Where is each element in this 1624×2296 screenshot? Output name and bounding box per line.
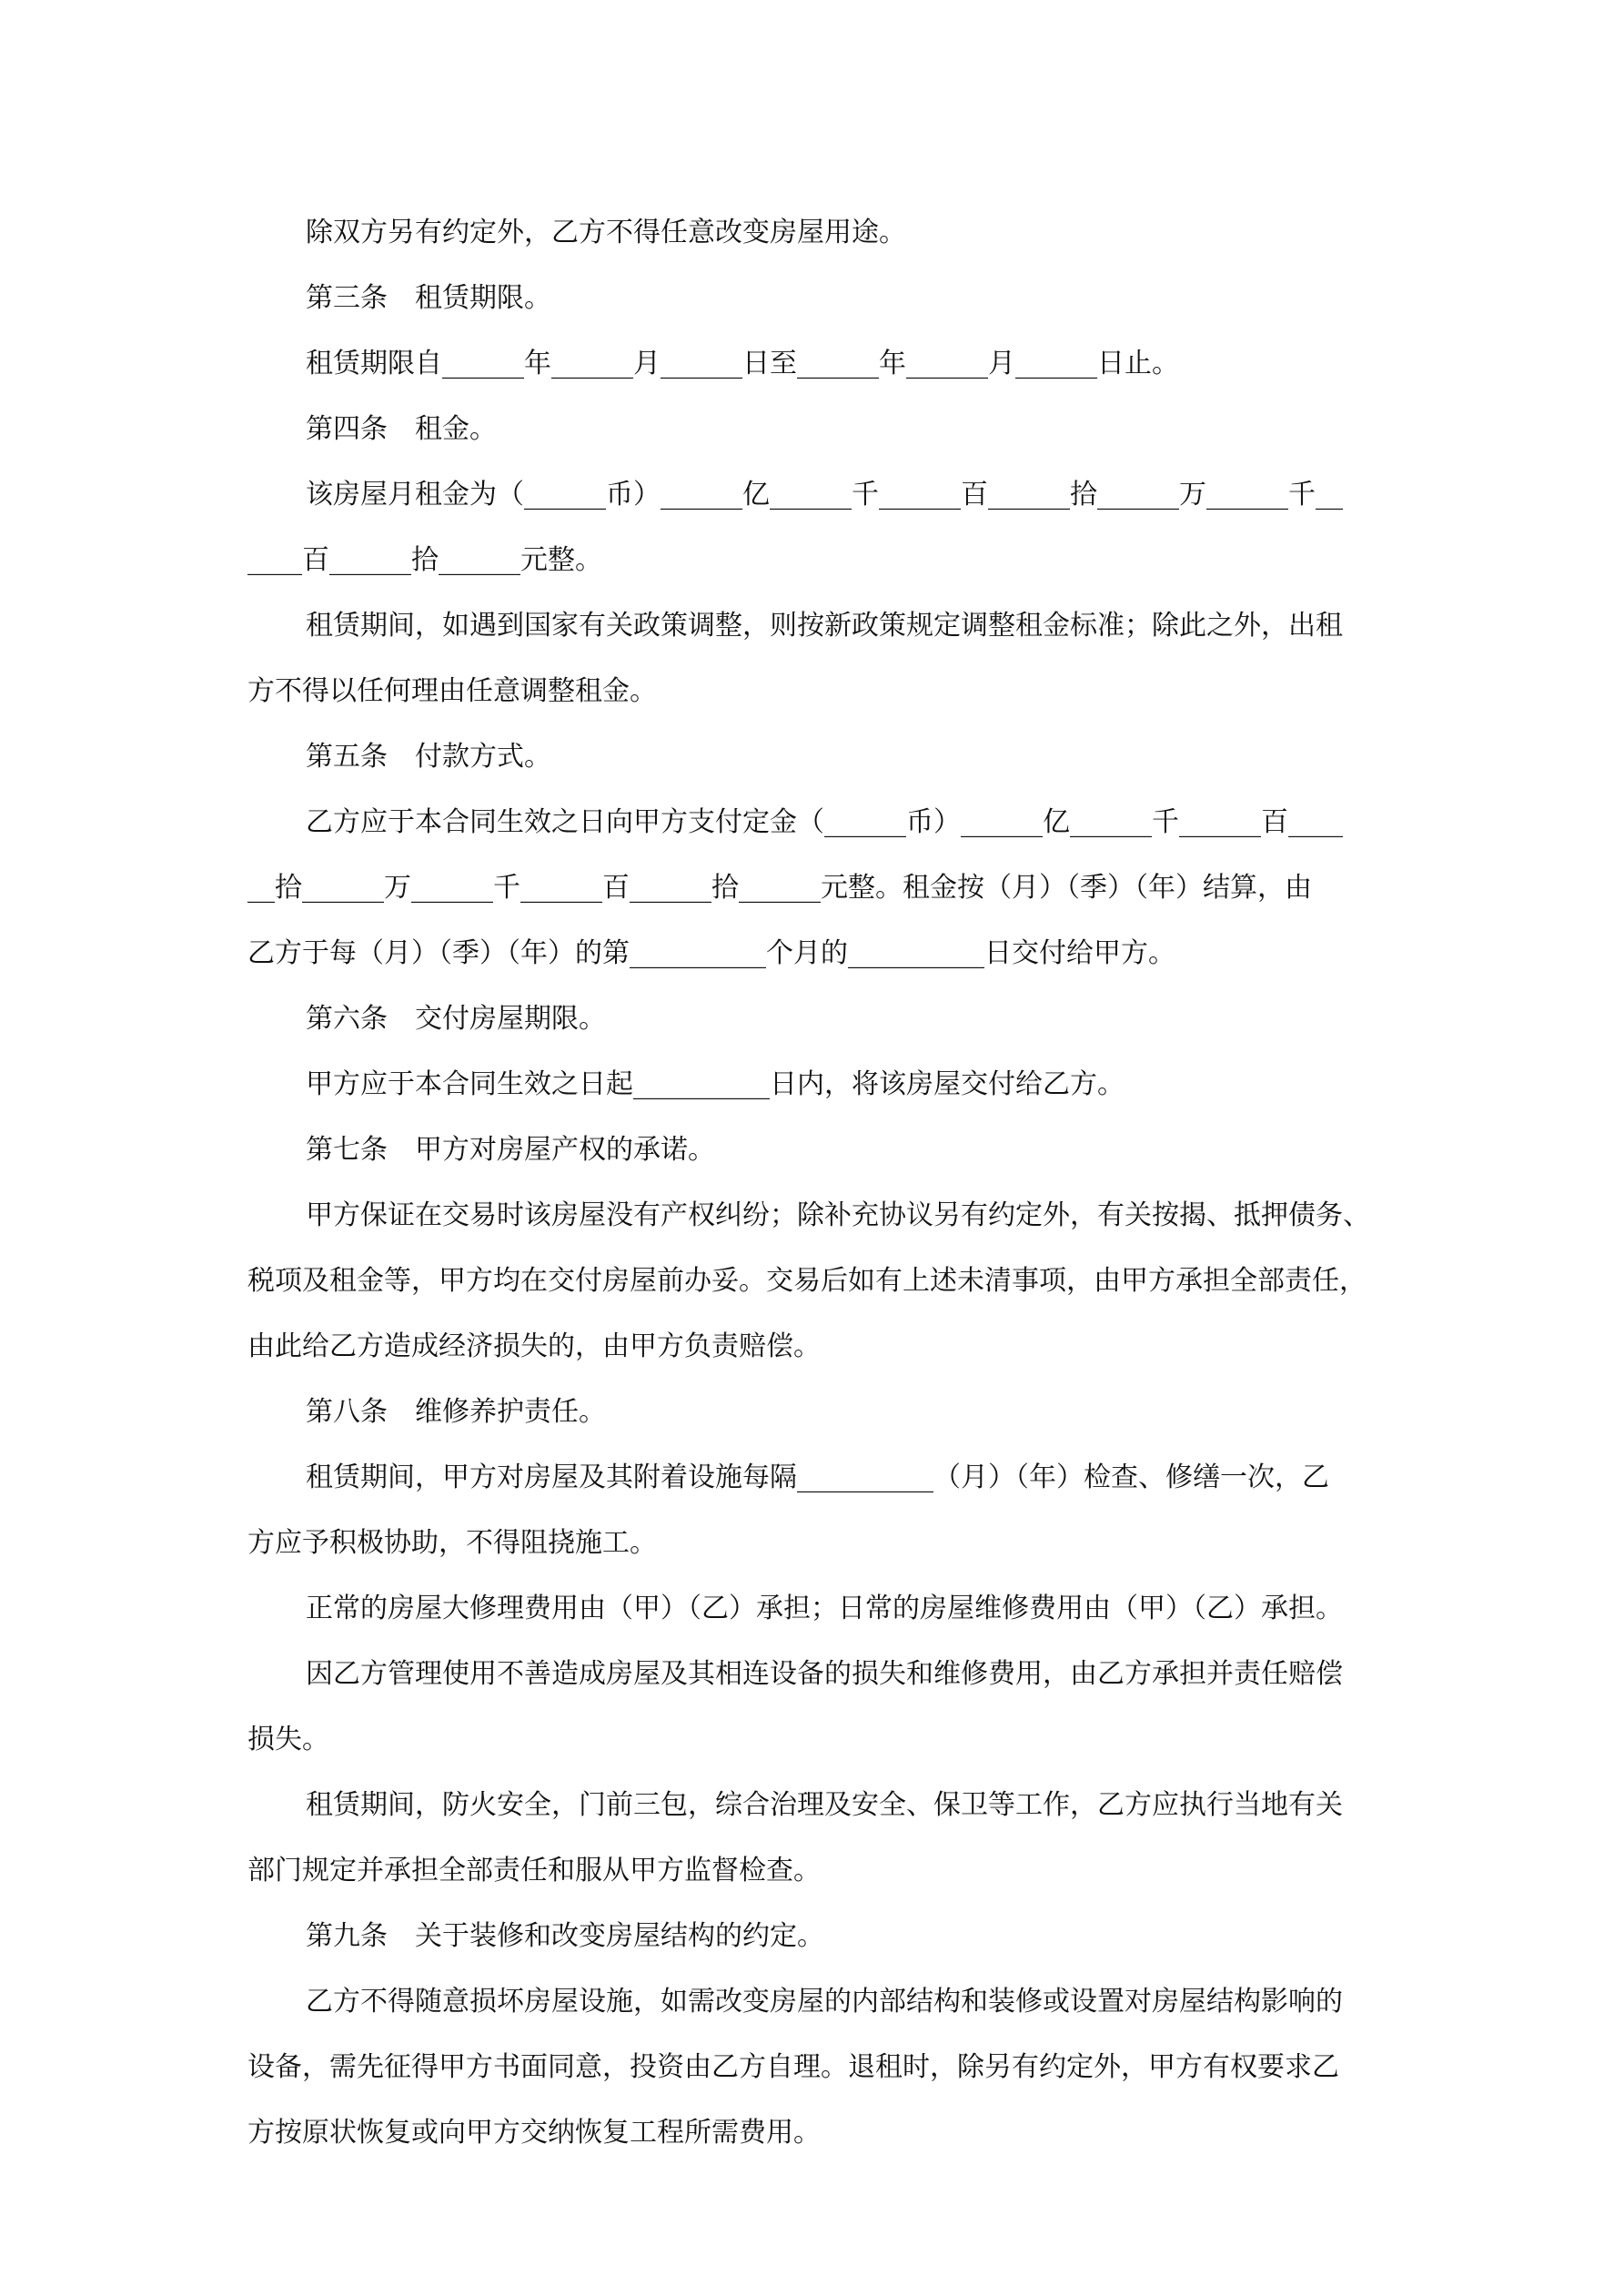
paragraph-line: 正常的房屋大修理费用由（甲）（乙）承担；日常的房屋维修费用由（甲）（乙）承担。 — [306, 1593, 1343, 1624]
article-heading: 第四条 租金。 — [306, 413, 497, 445]
paragraph-line: 税项及租金等，甲方均在交付房屋前办妥。交易后如有上述未清事项，由甲方承担全部责任， — [247, 1265, 1367, 1297]
article-heading: 第九条 关于装修和改变房屋结构的约定。 — [306, 1920, 824, 1952]
paragraph-line: 租赁期间，甲方对房屋及其附着设施每隔__________（月）（年）检查、修缮一次，乙 — [306, 1462, 1329, 1493]
paragraph-line: 该房屋月租金为（______币）______亿______千______百______拾______万______千__ — [306, 479, 1343, 511]
paragraph-line: 方不得以任何理由任意调整租金。 — [247, 675, 657, 707]
paragraph-line: 甲方应于本合同生效之日起__________日内，将该房屋交付给乙方。 — [306, 1068, 1125, 1100]
article-heading: 第七条 甲方对房屋产权的承诺。 — [306, 1134, 715, 1166]
paragraph-line: 除双方另有约定外，乙方不得任意改变房屋用途。 — [306, 217, 906, 248]
contract-body — [247, 200, 1376, 2166]
article-heading: 第六条 交付房屋期限。 — [306, 1003, 606, 1035]
paragraph-line: 损失。 — [247, 1724, 329, 1755]
paragraph-line: 租赁期间，防火安全，门前三包，综合治理及安全、保卫等工作，乙方应执行当地有关 — [306, 1789, 1343, 1821]
paragraph-line: 方按原状恢复或向甲方交纳恢复工程所需费用。 — [247, 2117, 821, 2149]
article-heading: 第三条 租赁期限。 — [306, 282, 551, 314]
article-heading: 第五条 付款方式。 — [306, 741, 551, 773]
paragraph-line: 乙方不得随意损坏房屋设施，如需改变房屋的内部结构和装修或设置对房屋结构影响的 — [306, 1986, 1343, 2018]
paragraph-line: 乙方应于本合同生效之日向甲方支付定金（______币）______亿______千______百____ — [306, 806, 1343, 838]
paragraph-line: ____百______拾______元整。 — [247, 544, 602, 576]
paragraph-line: 租赁期间，如遇到国家有关政策调整，则按新政策规定调整租金标准；除此之外，出租 — [306, 610, 1343, 642]
paragraph-line: 甲方保证在交易时该房屋没有产权纠纷；除补充协议另有约定外，有关按揭、抵押债务、 — [306, 1199, 1370, 1231]
paragraph-line: 部门规定并承担全部责任和服从甲方监督检查。 — [247, 1855, 821, 1886]
paragraph-line: 因乙方管理使用不善造成房屋及其相连设备的损失和维修费用，由乙方承担并责任赔偿 — [306, 1658, 1343, 1690]
paragraph-line: __拾______万______千______百______拾______元整。租金按（月）（季）（年）结算，由 — [247, 872, 1312, 904]
paragraph-line: 租赁期限自______年______月______日至______年______月______日止。 — [306, 348, 1179, 379]
paragraph-line: 由此给乙方造成经济损失的，由甲方负责赔偿。 — [247, 1330, 821, 1362]
article-heading: 第八条 维修养护责任。 — [306, 1396, 606, 1428]
paragraph-line: 设备，需先征得甲方书面同意，投资由乙方自理。退租时，除另有约定外，甲方有权要求乙 — [247, 2051, 1339, 2083]
paragraph-line: 乙方于每（月）（季）（年）的第__________个月的__________日交付给甲方。 — [247, 937, 1175, 969]
paragraph-line: 方应予积极协助，不得阻挠施工。 — [247, 1527, 657, 1559]
